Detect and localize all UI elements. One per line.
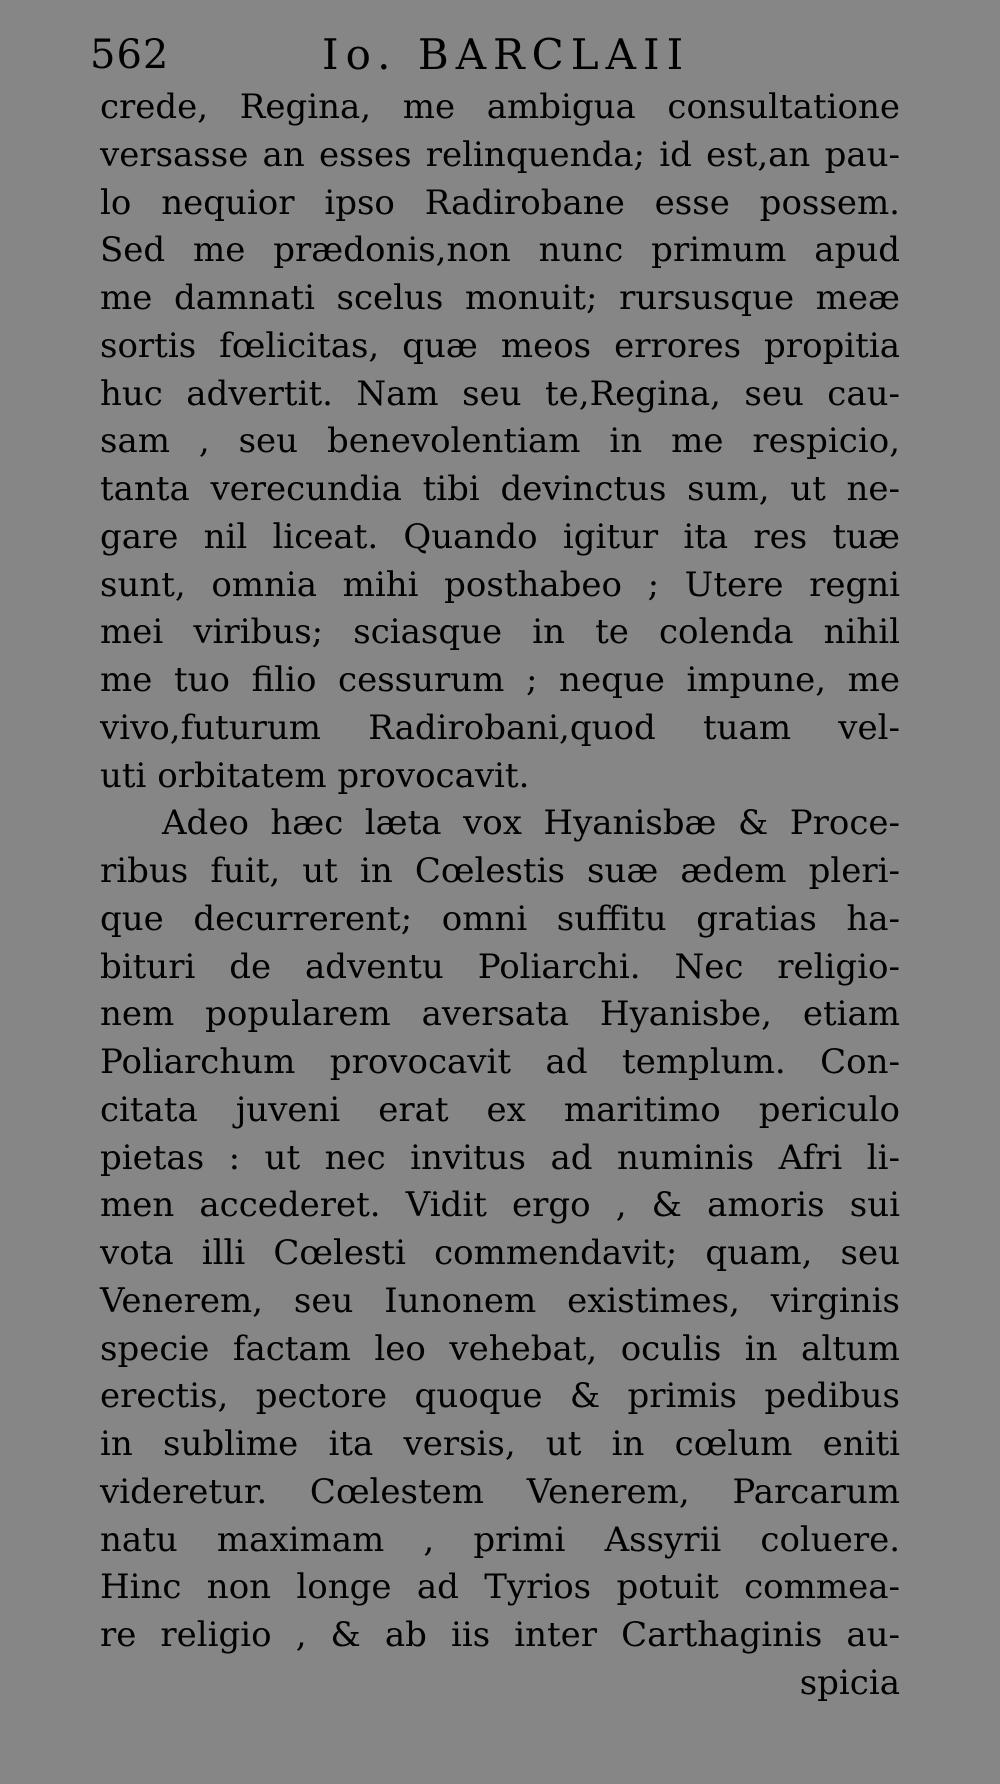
text-line: gare nil liceat. Quando igitur ita res tuæ <box>100 516 900 557</box>
text-line: Sed me prædonis,non nunc primum apud <box>100 230 900 271</box>
paragraph-first-line: Adeo hæc læta vox Hyanisbæ & Proce- <box>162 803 900 844</box>
text-line: videretur. Cœlestem Venerem, Parcarum <box>100 1471 900 1512</box>
text-line: Poliarchum provocavit ad templum. Con- <box>100 1042 900 1082</box>
text-line: specie factam leo vehebat, oculis in altum <box>100 1328 900 1369</box>
page-number: 562 <box>90 32 170 78</box>
text-line: versasse an esses relinquenda; id est,an pau- <box>100 134 900 175</box>
text-line: sam , seu benevolentiam in me respicio, <box>100 421 900 462</box>
text-line: erectis, pectore quoque & primis pedibus <box>100 1376 900 1417</box>
text-line: ribus fuit, ut in Cœlestis suæ ædem pleri- <box>100 851 900 891</box>
text-line: re religio , & ab iis inter Carthaginis au- <box>100 1615 900 1655</box>
body-text <box>100 84 900 1708</box>
text-line: in sublime ita versis, ut in cœlum eniti <box>100 1424 900 1464</box>
text-line: sortis fœlicitas, quæ meos errores propitia <box>100 325 900 366</box>
text-line: men accederet. Vidit ergo , & amoris sui <box>100 1185 900 1226</box>
text-line: vota illi Cœlesti commendavit; quam, seu <box>100 1233 900 1273</box>
text-line: bituri de adventu Poliarchi. Nec religio- <box>100 946 900 987</box>
text-line: Hinc non longe ad Tyrios potuit commea- <box>100 1567 900 1608</box>
text-line: natu maximam , primi Assyrii coluere. <box>100 1519 900 1560</box>
running-title: Io. BARCLAII <box>322 30 691 79</box>
catchword: spicia <box>799 1662 900 1703</box>
text-line: Venerem, seu Iunonem existimes, virginis <box>100 1280 900 1321</box>
text-line: sunt, omnia mihi posthabeo ; Utere regni <box>100 564 900 605</box>
text-line: citata juveni erat ex maritimo periculo <box>100 1089 900 1130</box>
text-line: pietas : ut nec invitus ad numinis Afri li- <box>100 1137 900 1178</box>
text-line: crede, Regina, me ambigua consultatione <box>100 87 900 127</box>
text-line: nem popularem aversata Hyanisbe, etiam <box>100 994 900 1035</box>
text-line: que decurrerent; omni suffitu gratias ha- <box>100 898 900 939</box>
text-line: me damnati scelus monuit; rursusque meæ <box>100 278 900 318</box>
text-line: huc advertit. Nam seu te,Regina, seu cau- <box>100 373 900 414</box>
running-head <box>90 30 910 90</box>
text-line: tanta verecundia tibi devinctus sum, ut ne- <box>100 469 900 509</box>
text-line: mei viribus; sciasque in te colenda nihil <box>100 612 900 653</box>
text-line: lo nequior ipso Radirobane esse possem. <box>100 182 900 223</box>
text-line: vivo,futurum Radirobani,quod tuam vel- <box>100 707 900 748</box>
text-line: me tuo filio cessurum ; neque impune, me <box>100 660 900 700</box>
text-line: uti orbitatem provocavit. <box>100 755 530 796</box>
